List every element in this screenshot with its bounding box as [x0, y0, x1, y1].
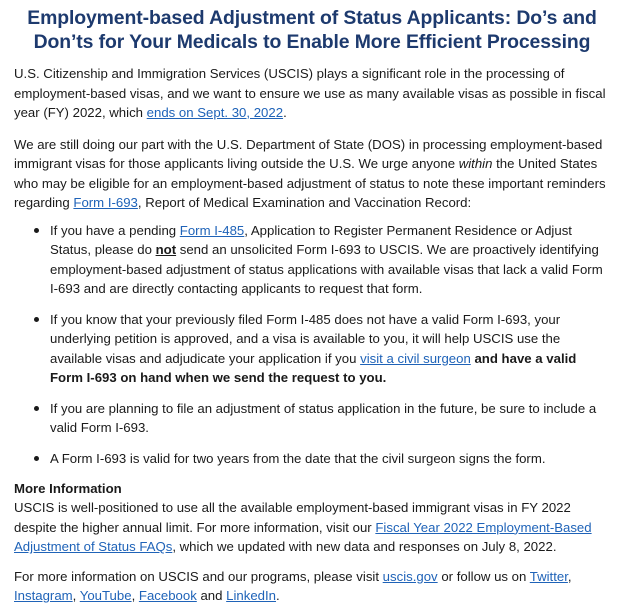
bullet-1-text-3: send an unsolicited Form I-693 to USCIS. We are proactively identifying employment-based adjustment of status applications with available visas that lack a valid Form I-693 and are directly contacting applicants to request that form. [50, 242, 603, 296]
page-title-line-2: Don’ts for Your Medicals to Enable More Efficient Processing [33, 31, 591, 53]
more-text-1: USCIS is well-positioned to use all the available employment-based immigrant visas in FY 2022 despite the higher annual limit. For more information, visit our [14, 500, 571, 535]
bullet-3-text: If you are planning to file an adjustment of status application in the future, be sure to include a valid Form I-693. [50, 400, 597, 435]
social-sep-3: , [131, 588, 139, 603]
faq-link[interactable]: Fiscal Year 2022 Employment-Based Adjustment of Status FAQs [14, 519, 592, 554]
bullet-icon [34, 228, 39, 233]
list-item [14, 449, 610, 469]
list-item [14, 310, 610, 388]
intro-text: U.S. Citizenship and Immigration Services (USCIS) plays a significant role in the processing of employment-based visas, and we want to ensure we use as many available visas as possible in fiscal year (FY) 2022, which [14, 66, 606, 120]
social-sep-1: , [567, 568, 572, 584]
youtube-link[interactable]: YouTube [79, 588, 132, 603]
bullet-4-text: A Form I-693 is valid for two years from the date that the civil surgeon signs the form. [50, 450, 546, 466]
bullet-icon [34, 317, 39, 322]
intro-paragraph [14, 64, 610, 123]
instagram-link[interactable]: Instagram [14, 588, 73, 603]
bullet-1-text-2: , Application to Register Permanent Residence or Adjust Status, please do [50, 222, 572, 257]
social-text-3: and [196, 588, 227, 603]
more-information-paragraph [14, 498, 610, 557]
dos-italic-within: within [458, 156, 493, 171]
dos-text-2: the United States who may be eligible for an employment-based adjustment of status to note these important reminders regarding [14, 156, 606, 210]
more-text-2: , which we updated with new data and responses on July 8, 2022. [172, 539, 557, 554]
list-item [14, 221, 610, 299]
page-title-line-1: Employment-based Adjustment of Status Applicants: Do’s and [27, 7, 597, 29]
twitter-link[interactable]: Twitter [529, 568, 568, 584]
dos-text-1: We are still doing our part with the U.S. Department of State (DOS) in processing employment-based immigrant visas for those applicants living outside the U.S. We urge anyone [14, 136, 603, 171]
page-title [14, 6, 610, 54]
linkedin-link[interactable]: LinkedIn [226, 588, 277, 603]
uscis-gov-link[interactable]: uscis.gov [382, 568, 438, 584]
social-text-2: or follow us on [437, 568, 530, 584]
bullet-1-text-1: If you have a pending [50, 222, 180, 238]
social-paragraph [14, 567, 610, 606]
more-information-heading: More Information [14, 481, 122, 496]
dos-paragraph [14, 135, 610, 213]
social-sep-2: , [72, 588, 80, 603]
social-end: . [276, 588, 280, 603]
civil-surgeon-link[interactable]: visit a civil surgeon [360, 350, 471, 366]
social-text-1: For more information on USCIS and our programs, please visit [14, 568, 383, 584]
bullet-1-bold-not: not [155, 242, 177, 257]
bullet-2-text-1: If you know that your previously filed Form I-485 does not have a valid Form I-693, your underlying petition is approved, and a visa is available to you, it will help USCIS use the available visas and adjudicate your application if you [50, 311, 561, 366]
bullet-icon [34, 406, 39, 411]
reminders-list [14, 221, 610, 469]
form-i485-link[interactable]: Form I-485 [179, 222, 245, 238]
dos-text-3: , Report of Medical Examination and Vaccination Record: [137, 195, 472, 210]
list-item [14, 399, 610, 438]
fiscal-year-end-link[interactable]: ends on Sept. 30, 2022 [146, 105, 284, 120]
form-i693-link[interactable]: Form I-693 [73, 195, 138, 210]
facebook-link[interactable]: Facebook [138, 588, 197, 603]
bullet-2-bold: and have a valid Form I-693 on hand when we send the request to you. [50, 350, 577, 385]
intro-end: . [283, 105, 287, 120]
bullet-icon [34, 456, 39, 461]
